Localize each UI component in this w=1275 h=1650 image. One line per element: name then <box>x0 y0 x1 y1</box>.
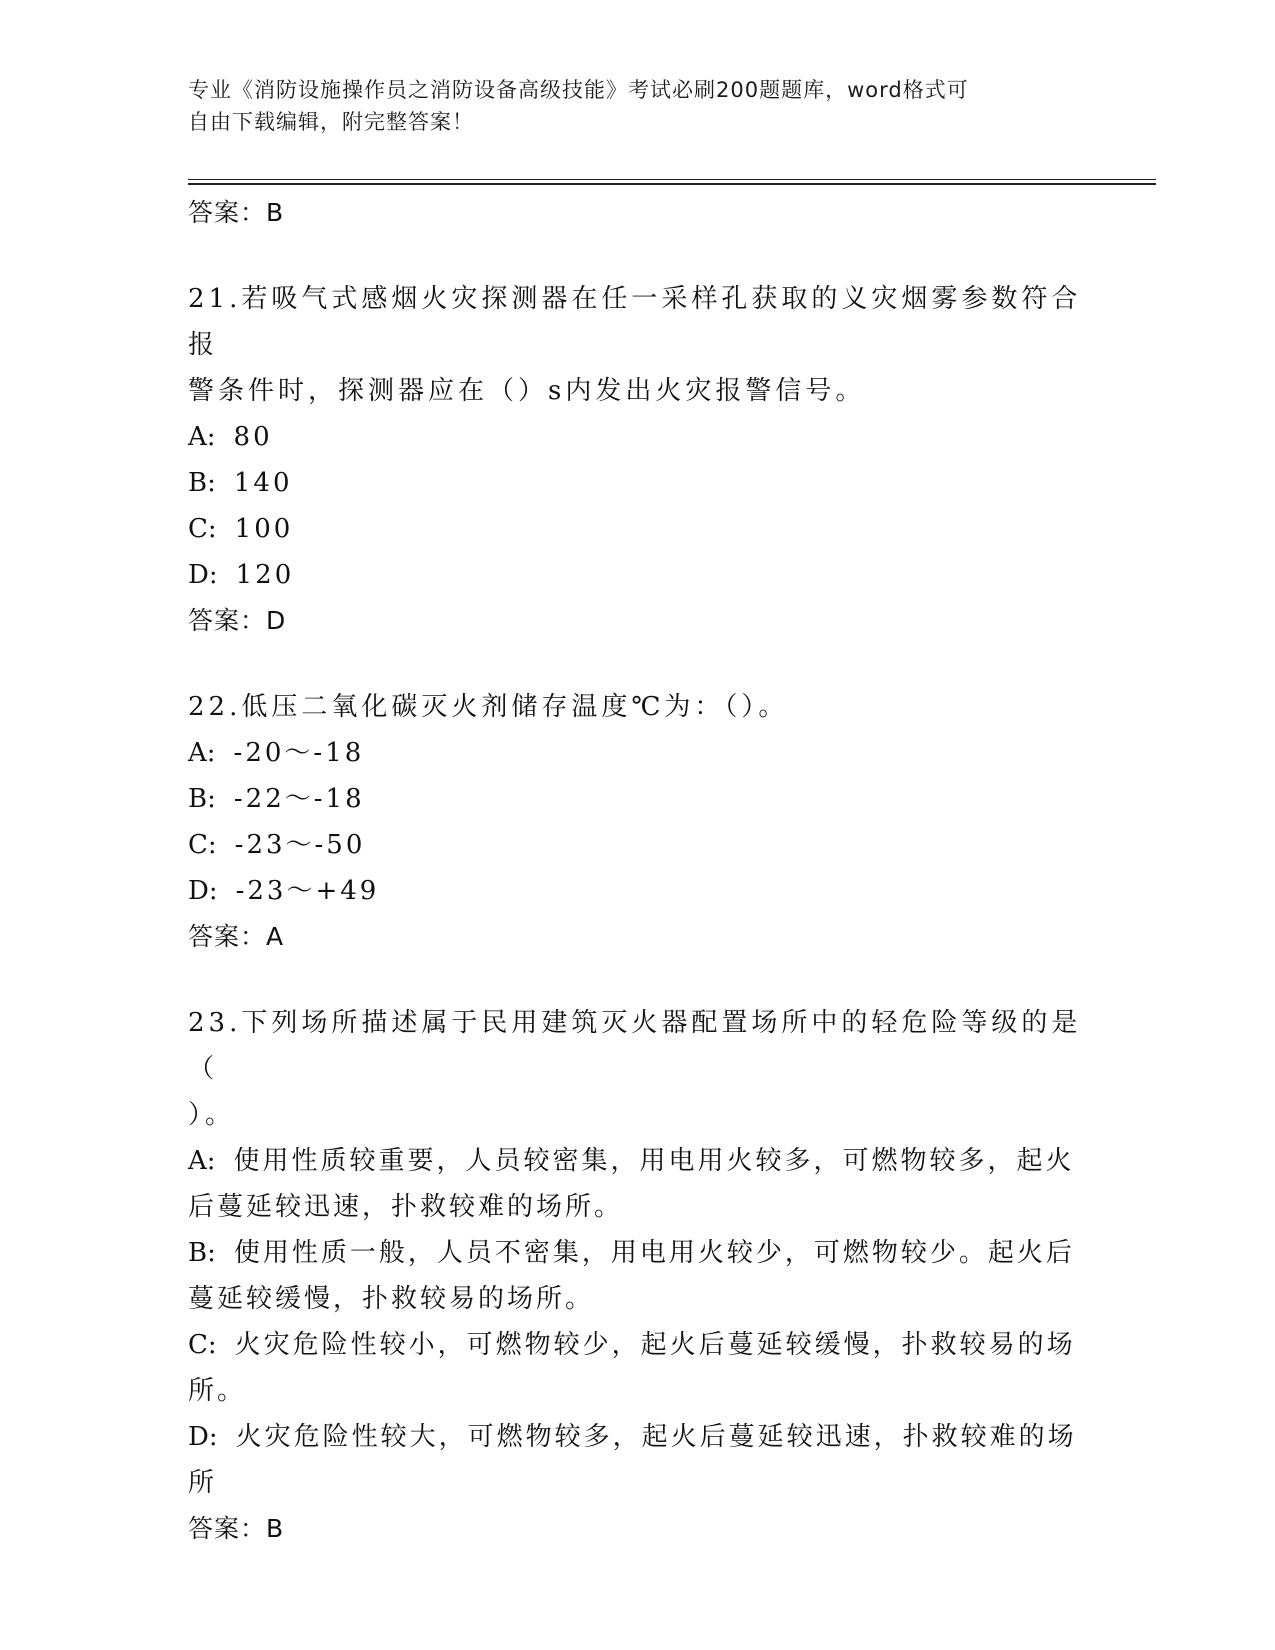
option-a: A: 使用性质较重要，人员较密集，用电用火较多，可燃物较多，起火 <box>188 1146 1075 1176</box>
option-a: A: -20～-18 <box>188 738 365 768</box>
question-text-cont: ）。 <box>188 1100 236 1130</box>
option-c: C: 火灾危险性较小，可燃物较少，起火后蔓延较缓慢，扑救较易的场 <box>188 1330 1076 1360</box>
header-divider-thick <box>188 183 1156 185</box>
header-line-2: 自由下载编辑，附完整答案！ <box>188 110 474 134</box>
header-divider-thin <box>188 179 1156 180</box>
question-text: 23.下列场所描述属于民用建筑灭火器配置场所中的轻危险等级的是（ <box>188 1008 1082 1084</box>
question-answer: 答案：D <box>188 606 287 635</box>
option-b: B: 140 <box>188 468 293 498</box>
question-21 <box>188 276 1088 644</box>
option-c: C: -23～-50 <box>188 830 366 860</box>
option-d: D: 120 <box>188 560 295 590</box>
question-text-cont: 警条件时，探测器应在（）s内发出火灾报警信号。 <box>188 376 866 406</box>
document-body <box>188 190 1088 1552</box>
header-line-1: 专业《消防设施操作员之消防设备高级技能》考试必刷200题题库，word格式可 <box>188 78 969 102</box>
option-b-cont: 蔓延较缓慢，扑救较易的场所。 <box>188 1284 595 1314</box>
question-22 <box>188 684 1088 960</box>
option-b: B: 使用性质一般，人员不密集，用电用火较少，可燃物较少。起火后 <box>188 1238 1075 1268</box>
option-c: C: 100 <box>188 514 294 544</box>
option-d: D: 火灾危险性较大，可燃物较多，起火后蔓延较迅速，扑救较难的场 <box>188 1422 1077 1452</box>
question-answer: 答案：A <box>188 922 285 951</box>
question-23 <box>188 1000 1088 1552</box>
option-c-cont: 所。 <box>188 1376 247 1406</box>
question-text: 21.若吸气式感烟火灾探测器在任一采样孔获取的义灾烟雾参数符合报 <box>188 284 1082 360</box>
question-text: 22.低压二氧化碳灭火剂储存温度℃为：（）。 <box>188 692 789 722</box>
option-a: A: 80 <box>188 422 273 452</box>
page-header <box>188 74 1088 138</box>
option-d: D: -23～+49 <box>188 876 380 906</box>
option-a-cont: 后蔓延较迅速，扑救较难的场所。 <box>188 1192 624 1222</box>
option-b: B: -22～-18 <box>188 784 365 814</box>
previous-answer: 答案：B <box>188 198 285 227</box>
question-answer: 答案：B <box>188 1514 285 1543</box>
option-d-cont: 所 <box>188 1468 218 1498</box>
